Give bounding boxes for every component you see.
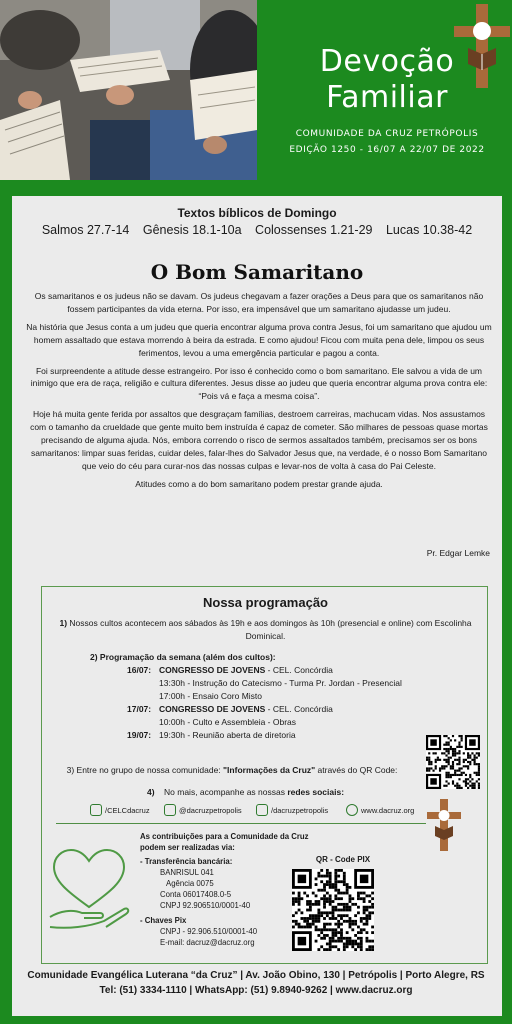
reading-item: Gênesis 18.1-10a [142, 223, 242, 237]
bank-line: BANRISUL 041 [160, 868, 214, 877]
contrib-intro: podem ser realizadas via: [140, 843, 235, 852]
item-text: através do QR Code: [315, 765, 398, 775]
program-box [41, 586, 488, 964]
schedule-row [42, 665, 489, 678]
bible-study-photo [0, 0, 257, 180]
item-text-bold: redes sociais: [287, 787, 345, 797]
group-name: "Informações da Cruz" [223, 765, 316, 775]
reading-item: Salmos 27.7-14 [41, 223, 130, 237]
article-paragraph: Hoje há muita gente ferida por assaltos que desgraçam famílias, destroem carreiras, machucam vidas. Nos assustamos com o tamanho da crueldade que gente muito bem instruída é capaz de cometer. São milhares de pessoas quase mortas precisando de alguma ajuda. Nós, embora correndo o risco de sermos assaltados também, precisamos ser os bons samaritanos: limpar suas feridas, cuidar deles, falar-lhes do Salvador Jesus que, na verdade, é o nosso Bom Samaritano que veio do céu para curar-nos das nossas culpas e levar-nos de volta à casa do Pai Celeste. [30, 409, 488, 471]
youtube-icon [256, 804, 268, 816]
pix-qr-label: QR - Code PIX [315, 855, 371, 864]
readings-list [12, 223, 502, 237]
schedule-row [42, 691, 489, 704]
item-text: No mais, acompanhe as nossas [164, 787, 288, 797]
instagram-icon [164, 804, 176, 816]
social-label: /dacruzpetropolis [271, 805, 329, 815]
section-divider [56, 823, 426, 824]
week-schedule-title: 2) Programação da semana (além dos cultos): [90, 652, 276, 662]
schedule-row [42, 717, 489, 730]
bank-line: Agência 0075 [166, 879, 214, 888]
facebook-link[interactable] [90, 802, 150, 818]
footer-contacts: Tel: (51) 3334-1110 | WhatsApp: (51) 9.8940-9262 | www.dacruz.org [99, 985, 413, 996]
schedule-date: 17/07: [127, 704, 152, 714]
social-label: www.dacruz.org [361, 805, 415, 815]
program-item-3 [42, 765, 422, 775]
schedule-detail: 17:00h - Ensaio Coro Misto [159, 691, 262, 701]
article-title: O Bom Samaritano [150, 260, 364, 284]
article-paragraph: Os samaritanos e os judeus não se davam. Os judeus chegavam a fazer orações a Deus para que os samaritanos não fossem participantes da vida eterna. Por isso, era impensável que um samaritano ajudasse um judeu. [34, 291, 484, 314]
reading-item: Colossenses 1.21-29 [255, 223, 373, 237]
social-label: /CELCdacruz [105, 805, 150, 815]
bank-title: - Transferência bancária: [140, 857, 233, 866]
bank-line: CNPJ 92.906510/0001-40 [160, 901, 251, 910]
article-author: Pr. Edgar Lemke [426, 548, 490, 558]
social-intro [147, 787, 344, 797]
pix-line: E-mail: dacruz@dacruz.org [160, 938, 255, 947]
schedule-date: 16/07: [127, 665, 152, 675]
edition-info: EDIÇÃO 1250 - 16/07 A 22/07 DE 2022 [289, 145, 485, 155]
footer [0, 968, 512, 998]
pix-title: - Chaves Pix [140, 916, 187, 925]
schedule-detail: 19:30h - Reunião aberta de diretoria [159, 730, 296, 740]
schedule-detail: - CEL. Concórdia [265, 704, 333, 714]
header-banner [0, 0, 512, 183]
schedule-row [42, 678, 489, 691]
schedule-detail: 13:30h - Instrução do Catecismo - Turma Pr. Jordan - Presencial [159, 678, 402, 688]
schedule-event: CONGRESSO DE JOVENS [159, 704, 266, 714]
schedule-row [42, 730, 489, 743]
website-link[interactable] [346, 802, 414, 818]
article-body [26, 290, 492, 496]
cross-logo-icon [427, 799, 461, 851]
schedule-event: CONGRESSO DE JOVENS [159, 665, 266, 675]
schedule-row [42, 704, 489, 717]
program-title: Nossa programação [203, 595, 328, 610]
brand-block [262, 0, 512, 180]
readings-title: Textos bíblicos de Domingo [177, 206, 337, 220]
article-paragraph: Na história que Jesus conta a um judeu que queria encontrar alguma prova contra Jesus, foi um samaritano que ajudou um homem assaltado que estava morrendo à beira da estrada. E como ajudou! Ficou com muita pena dele, limpou os seus ferimentos, levou a uma emergência particular e pagou a conta. [26, 321, 492, 358]
contrib-intro: As contribuições para a Comunidade da Cruz [140, 832, 309, 841]
globe-icon [346, 804, 358, 816]
program-item-1 [42, 617, 489, 643]
pix-line: CNPJ - 92.906.510/0001-40 [160, 927, 258, 936]
title-line-1: Devoção [319, 44, 455, 79]
item-text: Nossos cultos acontecem aos sábados às 19h e aos domingos às 10h (presencial e online) com Escolinha Dominical. [69, 618, 472, 641]
title-line-2: Familiar [326, 80, 448, 115]
facebook-icon [90, 804, 102, 816]
community-name: COMUNIDADE DA CRUZ PETRÓPOLIS [295, 129, 479, 139]
schedule-detail: 10:00h - Culto e Assembleia - Obras [159, 717, 297, 727]
article-paragraph: Atitudes como a do bom samaritano podem prestar grande ajuda. [135, 478, 383, 489]
schedule-detail: - CEL. Concórdia [265, 665, 333, 675]
footer-address: Comunidade Evangélica Luterana “da Cruz” | Av. João Obino, 130 | Petrópolis | Porto Alegre, RS [27, 970, 485, 981]
whatsapp-group-qr-code[interactable] [426, 735, 480, 789]
article-paragraph: Foi surpreendente a atitude desse estrangeiro. Por isso é conhecido como o bom samaritano. Ele salvou a vida de um inimigo que era de raça, religião e cultura diferentes. Jesus disse ao judeu que queria encontrar alguma prova contra ele: “Pois vá e faça a mesma coisa”. [30, 365, 488, 402]
schedule-date: 19/07: [127, 730, 152, 740]
item-number: 1) [59, 618, 68, 628]
pix-qr-code[interactable] [292, 869, 374, 951]
schedule-text [159, 665, 333, 675]
instagram-link[interactable] [164, 802, 242, 818]
heart-hand-icon [48, 847, 130, 931]
bank-line: Conta 06017408.0-5 [160, 890, 232, 899]
youtube-link[interactable] [256, 802, 328, 818]
item-text: 3) Entre no grupo de nossa comunidade: [66, 765, 224, 775]
schedule-text [159, 704, 333, 714]
item-number: 4) [147, 787, 155, 797]
social-label: @dacruzpetropolis [179, 805, 242, 815]
reading-item: Lucas 10.38-42 [385, 223, 473, 237]
cross-logo-icon [454, 4, 510, 88]
